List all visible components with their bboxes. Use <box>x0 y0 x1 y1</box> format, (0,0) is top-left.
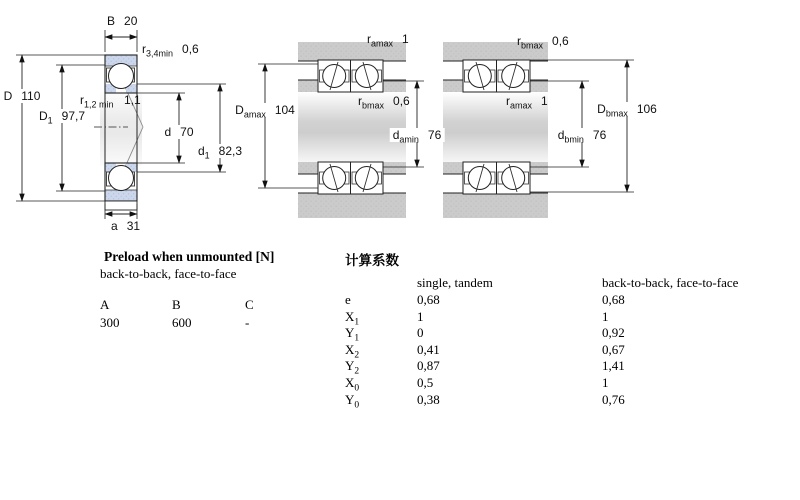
bearing-pair-bottom <box>318 162 383 194</box>
factor-value-single: 0 <box>417 325 424 341</box>
factors-col1-header: single, tandem <box>417 275 493 290</box>
factor-value-paired: 0,76 <box>602 391 625 407</box>
bearing-pair-top <box>463 60 530 92</box>
preload-table <box>100 249 305 331</box>
dim-label-d1: $d_1$ 82,3 <box>195 144 245 158</box>
dim-label-r12min: $r_{1,2 min}$ <box>80 93 114 110</box>
preload-values <box>100 315 305 331</box>
factor-value-single: 0,38 <box>417 391 440 407</box>
factor-value-single: 0,41 <box>417 341 440 357</box>
factor-symbol: $X_0$ <box>345 374 360 394</box>
factor-value-paired: 1,41 <box>602 358 625 374</box>
factor-symbol: $X_2$ <box>345 341 360 361</box>
bearing-pair-bottom <box>463 162 530 194</box>
dim-label-D1: $D_1$ 97,7 <box>36 109 88 123</box>
factor-symbol: e <box>345 292 351 307</box>
dim-label-d: d 70 <box>161 125 196 139</box>
preload-value-c: - <box>245 315 250 330</box>
dim-label-D: D 110 <box>1 89 44 103</box>
dim-label-damin: $d_{amin}$ 76 <box>390 128 445 142</box>
factors-title: 计算系数 <box>345 253 399 268</box>
dim-label-r34min: $r_{3,4min}$ 0,6 <box>142 42 199 59</box>
dim-label-rbmax-b: $r_{bmax}$ 0,6 <box>517 34 569 51</box>
bearing-cross-section-drawing <box>94 55 143 210</box>
dim-label-B: B 20 <box>107 14 138 28</box>
factor-symbol: $Y_2$ <box>345 358 360 377</box>
factor-value-paired: 0,92 <box>602 325 625 341</box>
dim-label-Damax: $D_{amax}$ 104 <box>232 103 298 117</box>
preload-title: Preload when unmounted [N] <box>104 249 275 264</box>
factor-value-paired: 0,67 <box>602 341 625 357</box>
preload-headers <box>100 297 305 313</box>
factors-col2-header: back-to-back, face-to-face <box>602 275 739 290</box>
dim-value-r12min: 1,1 <box>124 93 141 107</box>
preload-header-a: A <box>100 297 110 312</box>
dim-label-Dbmax: $D_{bmax}$ 106 <box>594 102 660 116</box>
preload-value-a: 300 <box>100 315 120 330</box>
dim-label-rbmax-a: $r_{bmax}$ 0,6 <box>358 94 410 111</box>
factor-value-single: 0,87 <box>417 358 440 374</box>
bearing-pair-top <box>318 60 383 92</box>
factor-symbol: $Y_1$ <box>345 325 360 344</box>
factor-value-single: 0,68 <box>417 292 440 307</box>
calculation-factors-table <box>345 249 792 411</box>
preload-subtitle: back-to-back, face-to-face <box>100 266 237 281</box>
factor-value-paired: 1 <box>602 374 609 390</box>
dim-label-ramax-b: $r_{amax}$ 1 <box>506 94 548 111</box>
dim-label-ramax-a: $r_{amax}$ 1 <box>367 32 409 49</box>
factor-symbol: $Y_0$ <box>345 391 360 411</box>
factor-value-single: 0,5 <box>417 374 434 390</box>
preload-value-b: 600 <box>172 315 192 330</box>
factor-value-paired: 1 <box>602 308 609 324</box>
factor-value-paired: 0,68 <box>602 292 625 307</box>
factor-value-single: 1 <box>417 308 424 324</box>
preload-header-b: B <box>172 297 181 312</box>
preload-header-c: C <box>245 297 254 312</box>
dim-label-a: a 31 <box>111 219 141 233</box>
dim-label-dbmin: $d_{bmin}$ 76 <box>555 128 610 142</box>
factors-row-label-col <box>345 274 417 292</box>
factor-symbol: $X_1$ <box>345 308 360 328</box>
